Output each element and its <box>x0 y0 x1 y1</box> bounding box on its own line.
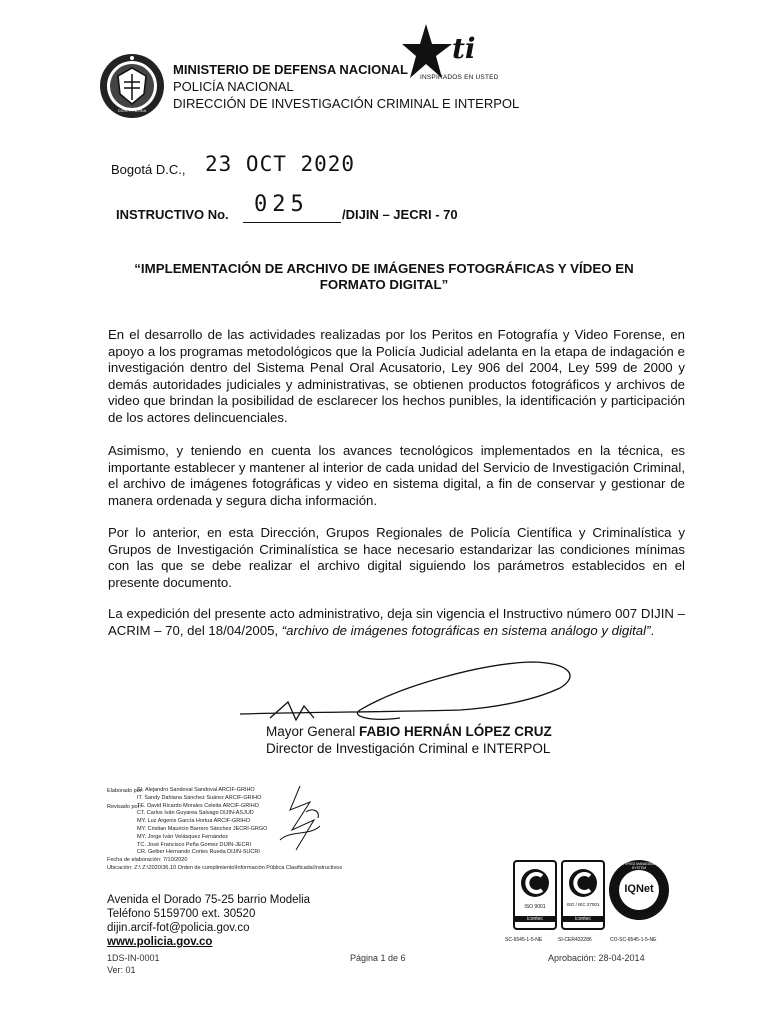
icontec-iso9001-logo <box>513 860 557 930</box>
instructivo-label: INSTRUCTIVO No. <box>116 207 229 222</box>
ministry-name: MINISTERIO DE DEFENSA NACIONAL <box>173 62 408 77</box>
body-paragraph-3: Por lo anterior, en esta Dirección, Grupos Regionales de Policía Científica y Criminalística y Grupos de Investigación Criminalística se hace necesario estandarizar las condiciones mínimas con las que se debe realizar el archivo digital siguiendo los parámetros establecidos en el presente documento. <box>108 525 685 590</box>
doc-version: Ver: 01 <box>107 965 136 975</box>
doc-code: 1DS-IN-0001 <box>107 953 160 963</box>
iqnet-ring-text: CERTIFIED MANAGEMENT SYSTEM <box>616 862 662 870</box>
file-location: Ubicación: Z:\ Z:\2020\36.10 Orden de cumplimiento\Información Pública Clasificada\Instructivos <box>107 865 343 871</box>
star-emblem-logo <box>402 22 512 84</box>
review-list <box>137 787 267 857</box>
signer-line <box>266 724 552 739</box>
signer-position: Director de Investigación Criminal e INTERPOL <box>266 741 551 756</box>
review-line: MY. Jorge Iván Velásquez Fernández <box>137 833 229 840</box>
body-paragraph-4-italic: “archivo de imágenes fotográficas en sistema análogo y digital” <box>281 622 651 638</box>
signer-name: FABIO HERNÁN LÓPEZ CRUZ <box>359 724 552 739</box>
review-line: TE. David Ricardo Morales Celeita ARCIF-GRIHO <box>137 802 259 809</box>
review-line: CR. Gelber Hernando Cortes Rueda DIJIN-SUCRI <box>137 849 260 856</box>
cert-icontec-label-2: icontec <box>563 916 603 922</box>
iqnet-logo <box>607 858 671 930</box>
body-paragraph-4-main: La expedición del presente acto administrativo, deja sin vigencia el Instructivo número 007 DIJIN – ACRIM – 70, del 18/04/2005, <box>108 606 685 638</box>
approval-date: Aprobación: 28-04-2014 <box>548 953 645 963</box>
cert-iqnet-code: CO-SC-6545-1-5-NE <box>610 937 657 943</box>
document-title-line1: “IMPLEMENTACIÓN DE ARCHIVO DE IMÁGENES FOTOGRÁFICAS Y VÍDEO EN <box>134 261 634 276</box>
footer-website-link[interactable]: www.policia.gov.co <box>107 936 213 948</box>
body-paragraph-2: Asimismo, y teniendo en cuenta los avances tecnológicos implementados en la técnica, es importante establecer y mantener al interior de cada unidad del Servicio de Investigación Criminal, el archivo de imágenes fotográficas y video en sistema digital, a fin de conservar y gestionar de manera ordenada y segura dicha información. <box>108 443 685 508</box>
body-paragraph-1: En el desarrollo de las actividades realizadas por los Peritos en Fotografía y Video Forense, en apoyo a los programas metodológicos que la Policía Judicial adelanta en la etapa de indagación e investigación dentro del Sistema Penal Oral Acusatorio, Ley 906 del 2004, Ley 599 de 2000 y demás autoridades judiciales y administrativas, se obtienen productos fotográficos y archivos de video que brindan la posibilidad de esclarecer los hechos punibles, la identificación y participación de los actores delincuenciales. <box>108 327 685 425</box>
police-seal-logo <box>98 52 166 120</box>
date-place: Bogotá D.C., <box>111 162 186 177</box>
review-line: CT. Carlos Iván Guyarea Salvago DIJIN-ASJUD <box>137 810 254 817</box>
review-line: SI. Alejandro Sandoval Sandoval ARCIF-GRIHO <box>137 787 255 793</box>
footer-phone: Teléfono 5159700 ext. 30520 <box>107 908 256 920</box>
page-number: Página 1 de 6 <box>350 953 406 963</box>
cert-iso27001-code: SI-CER432286 <box>558 937 592 943</box>
body-paragraph-4 <box>108 606 685 639</box>
review-line: MY. Luz Argenis García Hortua ARCIF-GRIHO <box>137 818 250 825</box>
body-paragraph-4-end: . <box>650 622 655 638</box>
signer-rank: Mayor General <box>266 724 360 739</box>
initials-scribble <box>270 780 330 865</box>
review-line: TC. José Francisco Peña Gómez DIJIN-JECRI <box>137 841 252 848</box>
directorate-name: DIRECCIÓN DE INVESTIGACIÓN CRIMINAL E INTERPOL <box>173 96 520 111</box>
icontec-iso27001-logo <box>561 860 605 930</box>
footer-email[interactable]: dijin.arcif-fot@policia.gov.co <box>107 922 250 934</box>
seal-motto: DIOS Y PATRIA <box>117 108 147 113</box>
revisado-label: Revisado por: <box>107 804 141 810</box>
emblem-mark: ti <box>452 32 476 65</box>
elaboration-date: Fecha de elaboración: 7/10/2020 <box>107 857 188 863</box>
police-name: POLICÍA NACIONAL <box>173 79 294 94</box>
date-value: 23 OCT 2020 <box>205 152 356 176</box>
footer-address: Avenida el Dorado 75-25 barrio Modelia <box>107 894 311 906</box>
instructivo-suffix: /DIJIN – JECRI - 70 <box>342 207 458 222</box>
review-line: IT. Sandy Dahiana Sánchez Suárez ARCIF-GRIHO <box>137 794 262 801</box>
cert-iso27001-text: ISO / IEC 27001 <box>566 902 600 907</box>
iqnet-text: IQNet <box>624 883 654 895</box>
instructivo-blank-line <box>243 222 341 223</box>
brand-tagline: INSPIRADOS EN USTED <box>420 74 499 81</box>
document-title-line2: FORMATO DIGITAL” <box>319 277 449 292</box>
cert-icontec-label: icontec <box>515 916 555 922</box>
elaborado-label: Elaborado por: <box>107 788 144 794</box>
instructivo-number: 025 <box>254 192 309 217</box>
review-line: MY. Cristian Mauricio Barrero Sánchez JECRI-GRGO <box>137 825 268 832</box>
cert-iso9001-code: SC-6545-1-5-NE <box>505 937 543 943</box>
cert-iso9001-text: ISO 9001 <box>524 904 546 910</box>
